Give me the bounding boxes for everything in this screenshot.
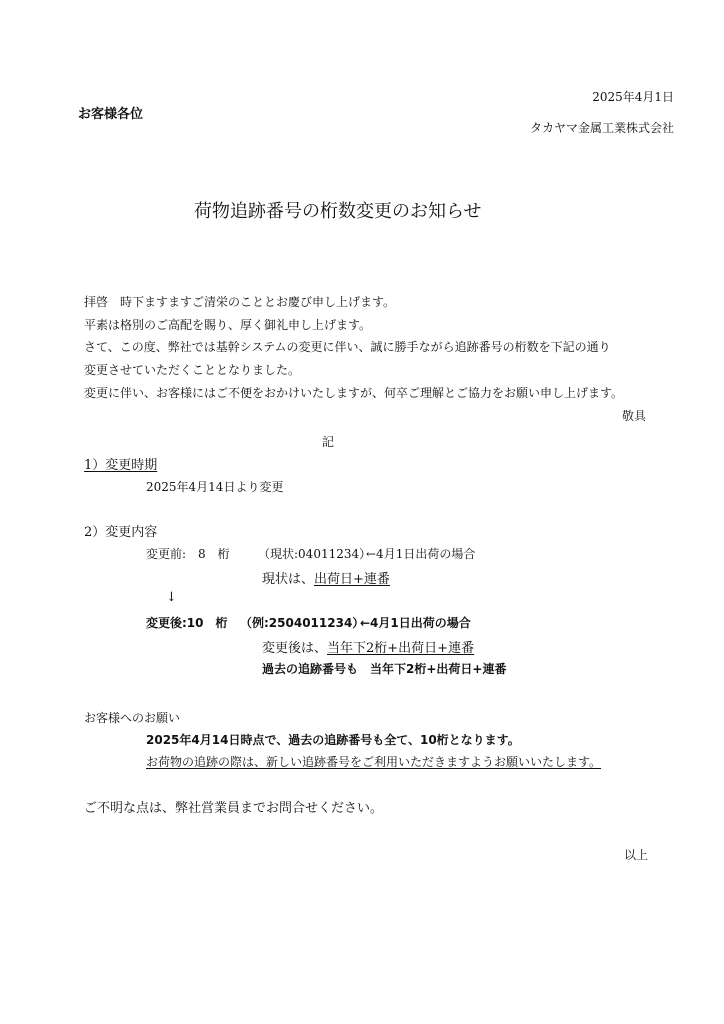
arrow-down: ↓ xyxy=(166,590,177,605)
before-explain-formula: 出荷日+連番 xyxy=(314,572,390,587)
after-explain xyxy=(262,637,474,656)
before-explain-prefix: 現状は、 xyxy=(262,572,315,587)
section1-heading: 1）変更時期 xyxy=(84,458,158,473)
body-line-2: 平素は格別のご高配を賜り、厚く御礼申し上げます。 xyxy=(84,318,372,332)
closing-greeting: 敬具 xyxy=(621,409,646,423)
after-explain-prefix: 変更後は、 xyxy=(262,641,328,656)
before-explain xyxy=(262,568,390,587)
closing-end: 以上 xyxy=(623,848,648,862)
before-example: （現状:04011234） xyxy=(258,547,372,561)
after-label: 変更後:10 桁 xyxy=(146,616,228,630)
document-date: 2025年4月1日 xyxy=(592,90,674,104)
request-heading: お客様へのお願い xyxy=(84,711,181,725)
contact-note: ご不明な点は、弊社営業員までお問合せください。 xyxy=(84,801,384,816)
body-line-1: 拝啓 時下ますますご清栄のこととお慶び申し上げます。 xyxy=(84,295,396,309)
request-line-2: お荷物の追跡の際は、新しい追跡番号をご利用いただきますようお願いいたします。 xyxy=(146,755,602,769)
body-line-3: さて、この度、弊社では基幹システムの変更に伴い、誠に勝手ながら追跡番号の桁数を下記の通り xyxy=(84,340,611,354)
body-line-4: 変更させていただくこととなりました。 xyxy=(84,363,301,377)
company-name: タカヤマ金属工業株式会社 xyxy=(529,121,674,135)
ki-marker: 記 xyxy=(322,435,335,449)
past-number-note: 過去の追跡番号も 当年下2桁+出荷日+連番 xyxy=(262,662,507,676)
after-note: ←4月1日出荷の場合 xyxy=(360,616,471,630)
body-line-5: 変更に伴い、お客様にはご不便をおかけいたしますが、何卒ご理解とご協力をお願い申し上げます。 xyxy=(84,386,624,400)
request-line-1: 2025年4月14日時点で、過去の追跡番号も全て、10桁となります。 xyxy=(146,733,520,747)
section1-content: 2025年4月14日より変更 xyxy=(146,480,284,494)
before-note: ←4月1日出荷の場合 xyxy=(366,547,476,561)
recipient: お客様各位 xyxy=(78,107,144,122)
before-label: 変更前: 8 桁 xyxy=(146,547,230,561)
document-title: 荷物追跡番号の桁数変更のお知らせ xyxy=(194,201,482,222)
section2-heading: 2）変更内容 xyxy=(84,525,158,540)
after-explain-formula: 当年下2桁+出荷日+連番 xyxy=(327,641,475,656)
after-example: （例:2504011234） xyxy=(240,616,365,630)
